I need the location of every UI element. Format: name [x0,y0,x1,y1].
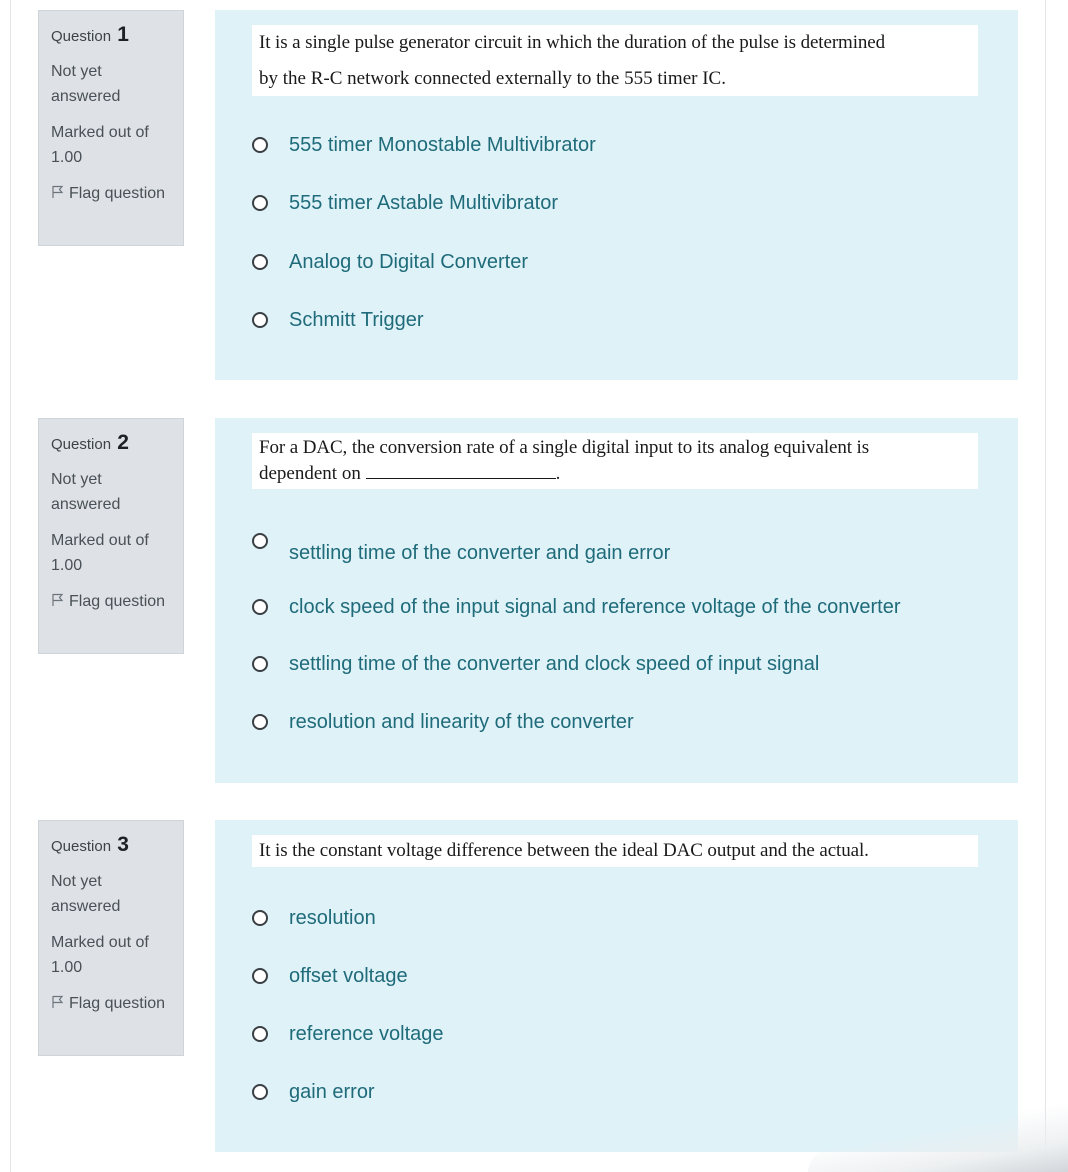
radio-button[interactable] [252,312,268,328]
answer-label[interactable]: offset voltage [289,964,408,987]
flag-icon [51,593,65,607]
question-text-line: It is the constant voltage difference between the ideal DAC output and the actual. [259,840,869,861]
radio-button[interactable] [252,656,268,672]
answer-option[interactable] [252,707,634,737]
radio-button[interactable] [252,254,268,270]
question-grade: Marked out of 1.00 [51,532,149,574]
flag-icon [51,995,65,1009]
flag-question-label: Flag question [69,593,166,610]
answer-label[interactable]: gain error [289,1080,375,1103]
question-info-panel [38,820,184,1056]
question-number: Question 2 [51,431,129,454]
answer-option[interactable] [252,961,408,991]
question-content [215,418,1018,783]
flag-question-label: Flag question [69,995,166,1012]
answer-option[interactable] [252,903,376,933]
answer-label[interactable]: Analog to Digital Converter [289,250,529,273]
answer-option[interactable] [252,533,670,569]
question-number-value: 2 [117,431,129,454]
radio-button[interactable] [252,1026,268,1042]
question-info-panel [38,418,184,654]
flag-icon [51,185,65,199]
question-text [252,433,978,489]
question-state: Not yet answered [51,471,121,513]
answer-option[interactable] [252,592,901,622]
flag-question-link[interactable] [51,589,173,614]
answer-option[interactable] [252,1077,375,1107]
question-text-line: It is a single pulse generator circuit in which the duration of the pulse is determined [259,32,886,53]
answer-option[interactable] [252,1019,444,1049]
question-number-value: 3 [117,833,129,856]
question-grade: Marked out of 1.00 [51,124,149,166]
question-state: Not yet answered [51,63,121,105]
question-text-line: For a DAC, the conversion rate of a single digital input to its analog equivalent is [259,437,870,458]
question-grade: Marked out of 1.00 [51,934,149,976]
page-border-left [10,0,11,1172]
fill-blank [366,464,556,479]
question-text-line: by the R-C network connected externally to the 555 timer IC. [259,68,726,89]
question-content [215,820,1018,1152]
answer-label[interactable]: resolution and linearity of the converter [289,710,634,733]
question-number: Question 3 [51,833,129,856]
answer-option[interactable] [252,188,558,218]
question-text [252,835,978,867]
radio-button[interactable] [252,968,268,984]
radio-button[interactable] [252,533,268,549]
radio-button[interactable] [252,599,268,615]
question-number: Question 1 [51,23,129,46]
question-info-panel [38,10,184,246]
question-content [215,10,1018,380]
flag-question-link[interactable] [51,991,173,1016]
answer-label[interactable]: settling time of the converter and gain error [289,542,671,564]
answer-label[interactable]: 555 timer Astable Multivibrator [289,191,559,214]
question-text-line: dependent on . [259,463,561,484]
radio-button[interactable] [252,1084,268,1100]
answer-label[interactable]: resolution [289,906,376,929]
answer-label[interactable]: clock speed of the input signal and reference voltage of the converter [289,595,901,618]
flag-question-link[interactable] [51,181,173,206]
question-state: Not yet answered [51,873,121,915]
answer-option[interactable] [252,305,423,335]
radio-button[interactable] [252,137,268,153]
answer-option[interactable] [252,130,596,160]
radio-button[interactable] [252,910,268,926]
answer-label[interactable]: 555 timer Monostable Multivibrator [289,133,596,156]
page-border-right [1045,0,1046,1172]
radio-button[interactable] [252,195,268,211]
question-number-value: 1 [117,23,129,46]
answer-label[interactable]: settling time of the converter and clock speed of input signal [289,652,820,675]
answer-label[interactable]: Schmitt Trigger [289,308,424,331]
flag-question-label: Flag question [69,185,166,202]
question-text [252,25,978,96]
answer-option[interactable] [252,649,819,679]
answer-option[interactable] [252,247,528,277]
radio-button[interactable] [252,714,268,730]
answer-label[interactable]: reference voltage [289,1022,444,1045]
